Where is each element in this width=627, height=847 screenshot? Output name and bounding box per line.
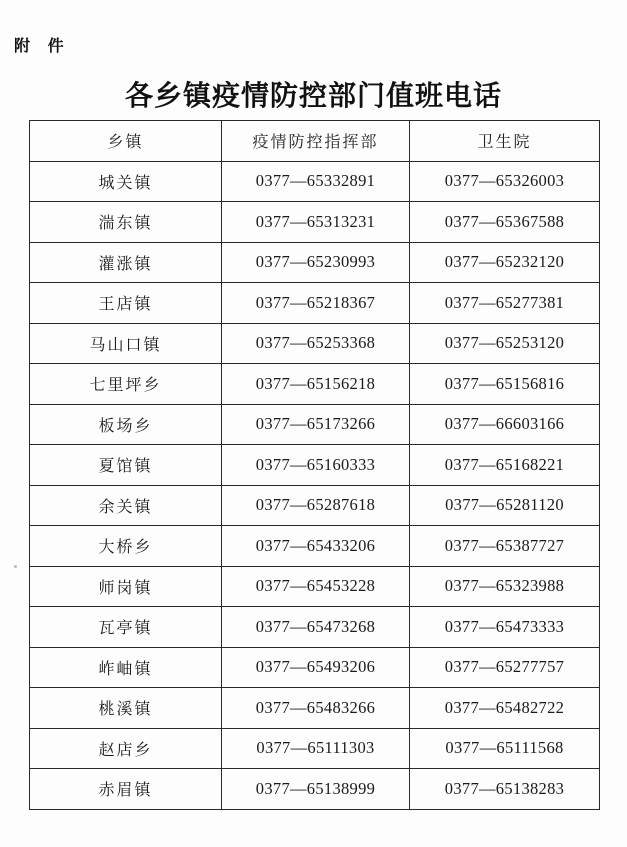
hospital-phone-cell: 0377—65111568 [410, 728, 600, 769]
table-row [30, 364, 600, 405]
table-row [30, 526, 600, 567]
hospital-phone-cell: 0377—65473333 [410, 607, 600, 648]
town-cell: 赵店乡 [30, 728, 222, 769]
table-row [30, 323, 600, 364]
hq-phone-cell: 0377—65218367 [222, 283, 410, 324]
header-town: 乡镇 [30, 121, 222, 162]
hospital-phone-cell: 0377—65326003 [410, 161, 600, 202]
town-cell: 城关镇 [30, 161, 222, 202]
attachment-label: 附 件 [14, 36, 70, 55]
town-cell: 王店镇 [30, 283, 222, 324]
town-cell: 瓦亭镇 [30, 607, 222, 648]
scan-speck [14, 565, 17, 568]
hospital-phone-cell: 0377—65281120 [410, 485, 600, 526]
hospital-phone-cell: 0377—65482722 [410, 688, 600, 729]
table-row [30, 242, 600, 283]
town-cell: 赤眉镇 [30, 769, 222, 810]
town-cell: 岞岫镇 [30, 647, 222, 688]
town-cell: 桃溪镇 [30, 688, 222, 729]
header-hospital-phone: 卫生院 [410, 121, 600, 162]
town-cell: 马山口镇 [30, 323, 222, 364]
hq-phone-cell: 0377—65483266 [222, 688, 410, 729]
table-row [30, 607, 600, 648]
hospital-phone-cell: 0377—65138283 [410, 769, 600, 810]
hq-phone-cell: 0377—65332891 [222, 161, 410, 202]
hq-phone-cell: 0377—65453228 [222, 566, 410, 607]
table-row [30, 647, 600, 688]
table-row [30, 485, 600, 526]
town-cell: 夏馆镇 [30, 445, 222, 486]
table-row [30, 769, 600, 810]
hq-phone-cell: 0377—65160333 [222, 445, 410, 486]
table-row [30, 728, 600, 769]
hq-phone-cell: 0377—65313231 [222, 202, 410, 243]
town-cell: 板场乡 [30, 404, 222, 445]
hospital-phone-cell: 0377—65156816 [410, 364, 600, 405]
hospital-phone-cell: 0377—65323988 [410, 566, 600, 607]
table-row [30, 283, 600, 324]
table-row [30, 445, 600, 486]
table-row [30, 202, 600, 243]
town-cell: 师岗镇 [30, 566, 222, 607]
hq-phone-cell: 0377—65138999 [222, 769, 410, 810]
header-hq-phone: 疫情防控指挥部 [222, 121, 410, 162]
page-title: 各乡镇疫情防控部门值班电话 [124, 79, 502, 112]
hospital-phone-cell: 0377—65253120 [410, 323, 600, 364]
hq-phone-cell: 0377—65156218 [222, 364, 410, 405]
town-cell: 大桥乡 [30, 526, 222, 567]
hospital-phone-cell: 0377—65277757 [410, 647, 600, 688]
table-row [30, 688, 600, 729]
table-row [30, 404, 600, 445]
town-cell: 七里坪乡 [30, 364, 222, 405]
hq-phone-cell: 0377—65493206 [222, 647, 410, 688]
table-header-row [30, 121, 600, 162]
duty-phone-table [29, 120, 600, 810]
hospital-phone-cell: 0377—66603166 [410, 404, 600, 445]
hospital-phone-cell: 0377—65168221 [410, 445, 600, 486]
hospital-phone-cell: 0377—65367588 [410, 202, 600, 243]
town-cell: 湍东镇 [30, 202, 222, 243]
table-row [30, 566, 600, 607]
hospital-phone-cell: 0377—65277381 [410, 283, 600, 324]
hq-phone-cell: 0377—65253368 [222, 323, 410, 364]
hq-phone-cell: 0377—65473268 [222, 607, 410, 648]
hospital-phone-cell: 0377—65387727 [410, 526, 600, 567]
town-cell: 灌涨镇 [30, 242, 222, 283]
town-cell: 余关镇 [30, 485, 222, 526]
hq-phone-cell: 0377—65173266 [222, 404, 410, 445]
hq-phone-cell: 0377—65111303 [222, 728, 410, 769]
hospital-phone-cell: 0377—65232120 [410, 242, 600, 283]
hq-phone-cell: 0377—65230993 [222, 242, 410, 283]
hq-phone-cell: 0377—65287618 [222, 485, 410, 526]
hq-phone-cell: 0377—65433206 [222, 526, 410, 567]
table-row [30, 161, 600, 202]
